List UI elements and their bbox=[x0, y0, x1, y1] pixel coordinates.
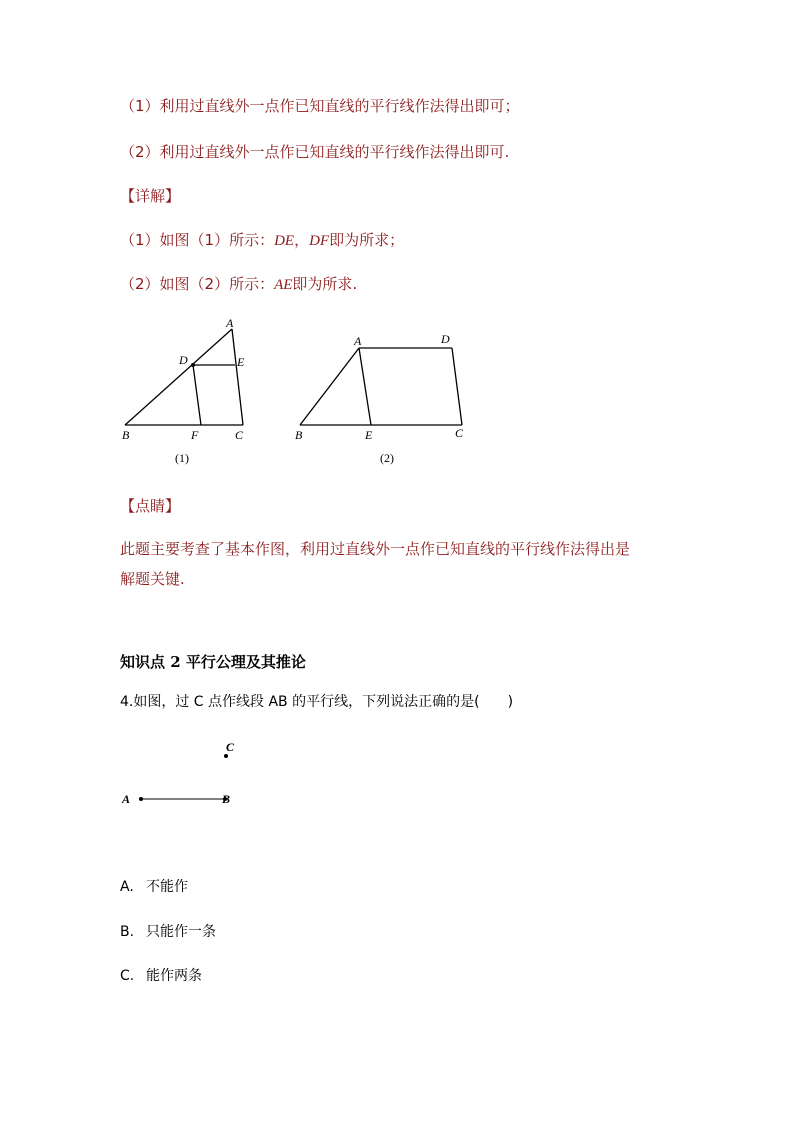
side-dc bbox=[452, 348, 462, 425]
analysis-line-1: （1）利用过直线外一点作已知直线的平行线作法得出即可； bbox=[120, 97, 520, 115]
label-e: E bbox=[365, 428, 373, 442]
detail-line-2-suffix: 即为所求. bbox=[292, 275, 358, 293]
comment-line-2: 解题关键. bbox=[120, 570, 185, 588]
detail-line-1 bbox=[120, 230, 404, 251]
option-a-label: A. bbox=[120, 879, 134, 895]
option-a bbox=[120, 877, 188, 897]
point-a-dot bbox=[139, 797, 143, 801]
detail-line-1-prefix: （1）如图（1）所示： bbox=[120, 231, 275, 249]
section-heading: 知识点 2 平行公理及其推论 bbox=[120, 653, 306, 671]
detail-line-2-prefix: （2）如图（2）所示： bbox=[120, 275, 275, 293]
figure-2-caption: (2) bbox=[380, 451, 394, 465]
detail-line-1-suffix: 即为所求； bbox=[329, 231, 405, 249]
label-a: A bbox=[354, 334, 362, 348]
option-c bbox=[120, 966, 202, 986]
label-b: B bbox=[122, 428, 130, 442]
label-b: B bbox=[295, 428, 303, 442]
segment-de: DE bbox=[274, 233, 295, 249]
label-c: C bbox=[455, 426, 464, 440]
option-a-text: 不能作 bbox=[146, 879, 188, 895]
label-a: A bbox=[122, 792, 131, 806]
label-d: D bbox=[179, 353, 188, 367]
point-c-dot bbox=[224, 754, 228, 758]
segment-df-line bbox=[193, 365, 201, 425]
option-c-label: C. bbox=[120, 968, 135, 984]
comment-line-1: 此题主要考查了基本作图，利用过直线外一点作已知直线的平行线作法得出是 bbox=[120, 540, 631, 558]
figure-1-caption: (1) bbox=[175, 451, 189, 465]
question-stem: 4.如图，过 C 点作线段 AB 的平行线，下列说法正确的是( ) bbox=[120, 694, 514, 710]
label-b: B bbox=[222, 792, 231, 806]
figure-1-triangle-diagram bbox=[115, 312, 265, 472]
label-a: A bbox=[226, 316, 234, 330]
label-d: D bbox=[441, 332, 450, 346]
side-ab bbox=[300, 348, 359, 425]
segment-ae: AE bbox=[274, 277, 293, 293]
option-b-label: B. bbox=[120, 924, 135, 940]
question-figure bbox=[115, 732, 255, 812]
segment-df: DF bbox=[309, 233, 330, 249]
detail-line-2 bbox=[120, 274, 357, 295]
analysis-line-2: （2）利用过直线外一点作已知直线的平行线作法得出即可. bbox=[120, 143, 510, 161]
point-d-dot bbox=[191, 363, 195, 367]
detail-title: 【详解】 bbox=[120, 187, 181, 205]
comment-title: 【点睛】 bbox=[120, 497, 181, 515]
option-b bbox=[120, 922, 216, 942]
option-c-text: 能作两条 bbox=[146, 968, 202, 984]
detail-line-1-sep: ， bbox=[294, 231, 310, 249]
label-e: E bbox=[237, 355, 245, 369]
side-ab bbox=[125, 329, 232, 425]
label-c: C bbox=[226, 740, 235, 754]
figure-2-trapezoid-diagram bbox=[290, 325, 480, 475]
side-ac bbox=[232, 329, 243, 425]
option-b-text: 只能作一条 bbox=[146, 924, 216, 940]
label-c: C bbox=[235, 428, 244, 442]
label-f: F bbox=[191, 428, 199, 442]
segment-ae-line bbox=[359, 348, 371, 425]
